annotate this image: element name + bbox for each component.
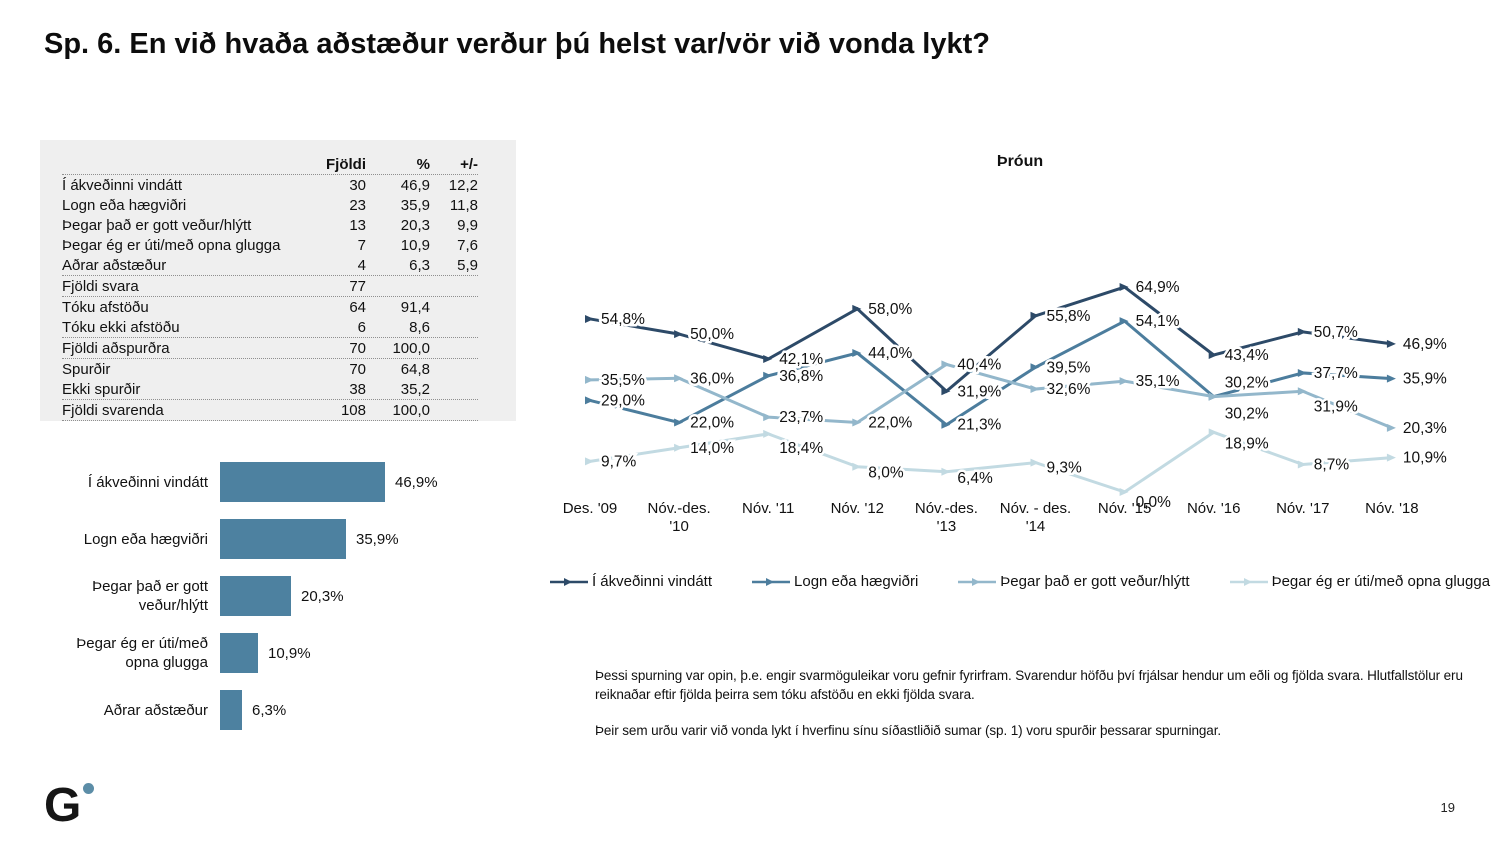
data-point-label: 31,9% [1313, 398, 1358, 416]
table-row [62, 276, 478, 297]
row-label: Fjöldi svarenda [62, 401, 164, 419]
table-row [62, 235, 478, 255]
table-row [62, 195, 478, 215]
legend-item [1230, 573, 1491, 590]
x-axis-label: '14 [1025, 518, 1046, 535]
table-row [62, 297, 478, 317]
table-row [62, 359, 478, 379]
data-point-label: 36,8% [779, 367, 824, 385]
data-point-label: 22,0% [690, 414, 735, 432]
row-value: 13 [349, 216, 366, 234]
row-value: 64,8 [400, 360, 430, 378]
data-point-marker [674, 444, 683, 452]
data-point-label: 55,8% [1046, 307, 1091, 325]
data-point-marker [763, 430, 772, 438]
bar-value-label: 6,3% [252, 701, 287, 719]
row-value: 5,9 [457, 256, 478, 274]
x-axis-label: Nóv. '15 [1097, 500, 1152, 517]
row-value: 10,9 [400, 236, 430, 254]
row-value: 12,2 [448, 176, 478, 194]
bar-chart [40, 462, 520, 747]
gallup-logo [44, 778, 114, 834]
row-label: Spurðir [62, 360, 111, 378]
x-axis-label: Nóv. '16 [1186, 500, 1241, 517]
row-value: 8,6 [409, 318, 430, 336]
legend-label: Í ákveðinni vindátt [591, 573, 713, 590]
bar-category-label: Þegar það er gott veður/hlýtt [92, 578, 208, 614]
data-point-marker [585, 315, 594, 323]
data-point-label: 58,0% [868, 300, 913, 318]
data-point-marker [585, 457, 594, 465]
page-number: 19 [1440, 800, 1455, 815]
data-point-label: 14,0% [690, 439, 735, 457]
bar [220, 462, 385, 502]
bar-row [40, 519, 520, 559]
x-axis-label: Nóv. '12 [830, 500, 885, 517]
row-value: 70 [349, 360, 366, 378]
data-point-label: 50,7% [1313, 323, 1358, 341]
legend-item [550, 573, 712, 590]
legend-marker-icon [550, 576, 588, 588]
header-count: Fjöldi [326, 155, 366, 173]
data-point-marker [1209, 351, 1218, 359]
data-point-label: 18,9% [1224, 435, 1269, 453]
chart-title: Þróun [996, 153, 1044, 170]
data-point-label: 31,9% [957, 383, 1002, 401]
bar-category-label: Í ákveðinni vindátt [87, 473, 208, 491]
row-value: 35,2 [400, 380, 430, 398]
row-value: 30 [349, 176, 366, 194]
stats-table-header [62, 154, 478, 175]
row-value: 64 [349, 298, 366, 316]
bar [220, 576, 291, 616]
data-point-label: 20,3% [1402, 419, 1447, 437]
data-point-marker [1298, 387, 1307, 395]
data-point-label: 22,0% [868, 414, 913, 432]
legend-marker-icon [752, 576, 790, 588]
stats-table [40, 140, 516, 421]
data-point-marker [1031, 385, 1040, 393]
row-label: Ekki spurðir [62, 380, 141, 398]
data-point-marker [1387, 454, 1396, 462]
data-point-label: 0,0% [1135, 494, 1171, 511]
data-point-label: 35,9% [1402, 370, 1447, 388]
data-point-marker [585, 376, 594, 384]
data-point-marker [852, 463, 861, 471]
row-value: 6,3 [409, 256, 430, 274]
trend-line-chart [555, 145, 1491, 605]
bar [220, 690, 242, 730]
data-point-marker [674, 374, 683, 382]
data-point-marker [1298, 369, 1307, 377]
data-point-marker [1298, 328, 1307, 336]
row-value: 6 [357, 318, 366, 336]
bar-row [40, 576, 520, 616]
row-value: 46,9 [400, 176, 430, 194]
row-value: 4 [357, 256, 366, 274]
trend-chart-plot [555, 145, 1485, 555]
data-point-marker [941, 468, 950, 476]
bar-value-label: 46,9% [395, 473, 438, 491]
x-axis-label: Nóv. '11 [742, 500, 795, 517]
row-value: 7,6 [457, 236, 478, 254]
data-point-label: 18,4% [779, 439, 824, 457]
logo-dot-icon [83, 783, 94, 794]
data-point-label: 35,1% [1135, 373, 1180, 391]
bar-value-label: 20,3% [301, 587, 344, 605]
footnote-1: Þessi spurning var opin, þ.e. engir svarmöguleikar voru gefnir fyrirfram. Svarendur höfðu því frjálsar hendur um eðli og fjölda svara. Hlutfallstölur eru reiknaðar eftir fjölda þeirra sem tóku afstöðu en ekki fjölda svara. [595, 668, 1463, 702]
footnote-2: Þeir sem urðu varir við vonda lykt í hverfinu sínu síðastliðið sumar (sp. 1) voru spurðir þessarar spurningar. [595, 722, 1222, 738]
data-point-label: 40,4% [957, 356, 1002, 374]
row-value: 11,8 [449, 196, 478, 214]
x-axis-label: Nóv.-des. [914, 500, 978, 517]
row-label: Þegar ég er úti/með opna glugga [62, 236, 281, 254]
row-value: 108 [340, 401, 366, 419]
row-label: Aðrar aðstæður [62, 256, 167, 274]
table-row [62, 338, 478, 359]
legend-label: Þegar ég er úti/með opna glugga [1271, 573, 1491, 590]
legend-label: Þegar það er gott veður/hlýtt [1000, 573, 1190, 590]
data-point-marker [1298, 461, 1307, 469]
data-point-marker [674, 330, 683, 338]
page-title: Sp. 6. En við hvaða aðstæður verður þú helst var/vör við vonda lykt? [44, 28, 990, 60]
data-point-marker [1387, 375, 1396, 383]
bar [220, 519, 346, 559]
data-point-label: 6,4% [957, 469, 993, 487]
header-percent: % [416, 155, 430, 173]
data-point-label: 43,4% [1224, 346, 1269, 364]
bar-category-label: Logn eða hægviðri [83, 530, 208, 548]
data-point-label: 9,3% [1046, 459, 1082, 477]
legend-label: Logn eða hægviðri [794, 573, 919, 590]
row-value: 91,4 [400, 298, 430, 316]
table-row [62, 317, 478, 338]
row-label: Tóku ekki afstöðu [62, 318, 180, 336]
row-value: 100,0 [392, 401, 430, 419]
data-point-label: 37,7% [1313, 364, 1358, 382]
data-point-label: 42,1% [779, 351, 824, 369]
chart-legend [555, 573, 1491, 590]
row-label: Þegar það er gott veður/hlýtt [62, 216, 252, 234]
table-row [62, 255, 478, 276]
data-point-label: 9,7% [601, 453, 637, 471]
row-value: 38 [349, 380, 366, 398]
footnotes [595, 667, 1470, 758]
row-value: 7 [357, 236, 366, 254]
data-point-label: 44,0% [868, 345, 913, 363]
data-point-label: 29,0% [601, 392, 645, 410]
data-point-marker [1209, 428, 1218, 436]
data-point-label: 30,2% [1224, 374, 1269, 392]
row-label: Fjöldi svara [62, 277, 139, 295]
bar-value-label: 10,9% [268, 644, 311, 662]
data-point-label: 23,7% [779, 409, 824, 427]
table-row [62, 175, 478, 195]
bar-row [40, 633, 520, 673]
data-point-label: 64,9% [1135, 279, 1180, 297]
data-point-marker [585, 396, 594, 404]
bar-category-label: Aðrar aðstæður [103, 701, 208, 719]
x-axis-label: '13 [936, 518, 957, 535]
row-label: Logn eða hægviðri [62, 196, 187, 214]
data-point-label: 8,0% [868, 464, 904, 482]
row-label: Tóku afstöðu [62, 298, 149, 316]
data-point-marker [763, 372, 772, 380]
x-axis-label: Des. '09 [562, 500, 618, 517]
data-point-marker [1120, 377, 1129, 385]
row-value: 70 [349, 339, 366, 357]
bar-row [40, 462, 520, 502]
table-row [62, 379, 478, 400]
bar-category-label: Þegar ég er úti/með opna glugga [76, 635, 208, 671]
header-plusminus: +/- [460, 155, 478, 173]
legend-marker-icon [1230, 576, 1268, 588]
x-axis-label: '10 [669, 518, 689, 535]
legend-item [752, 573, 918, 590]
data-point-marker [1387, 340, 1396, 348]
data-point-marker [941, 360, 950, 368]
table-row [62, 215, 478, 235]
data-point-label: 8,7% [1313, 456, 1350, 474]
data-point-label: 36,0% [690, 370, 735, 388]
row-label: Fjöldi aðspurðra [62, 339, 170, 357]
data-point-label: 10,9% [1402, 449, 1447, 467]
table-row [62, 400, 478, 421]
data-point-marker [1031, 312, 1040, 320]
data-point-label: 39,5% [1046, 359, 1091, 377]
x-axis-label: Nóv. - des. [999, 500, 1072, 517]
x-axis-label: Nóv.-des. [647, 500, 711, 517]
row-value: 9,9 [457, 216, 478, 234]
bar [220, 633, 258, 673]
x-axis-label: Nóv. '17 [1276, 500, 1330, 517]
data-point-label: 50,0% [690, 326, 735, 344]
data-point-label: 32,6% [1046, 381, 1091, 399]
data-point-marker [1387, 424, 1396, 432]
x-axis-label: Nóv. '18 [1365, 500, 1419, 517]
data-point-label: 35,5% [601, 371, 645, 389]
legend-marker-icon [958, 576, 996, 588]
data-point-marker [1031, 459, 1040, 467]
stats-table-body [62, 175, 478, 421]
bar-row [40, 690, 520, 730]
row-value: 23 [349, 196, 366, 214]
row-value: 77 [349, 277, 366, 295]
row-value: 20,3 [400, 216, 430, 234]
data-point-marker [1209, 393, 1218, 401]
row-value: 100,0 [392, 339, 430, 357]
row-label: Í ákveðinni vindátt [62, 176, 183, 194]
data-point-label: 21,3% [957, 416, 1002, 434]
legend-item [958, 573, 1189, 590]
data-point-label: 54,8% [601, 310, 645, 328]
data-point-label: 46,9% [1402, 335, 1447, 353]
bar-value-label: 35,9% [356, 530, 399, 548]
data-point-label: 30,2% [1224, 405, 1269, 423]
row-value: 35,9 [400, 196, 430, 214]
logo-letter: G [44, 779, 82, 832]
data-point-marker [763, 413, 772, 421]
data-point-label: 54,1% [1135, 313, 1180, 331]
